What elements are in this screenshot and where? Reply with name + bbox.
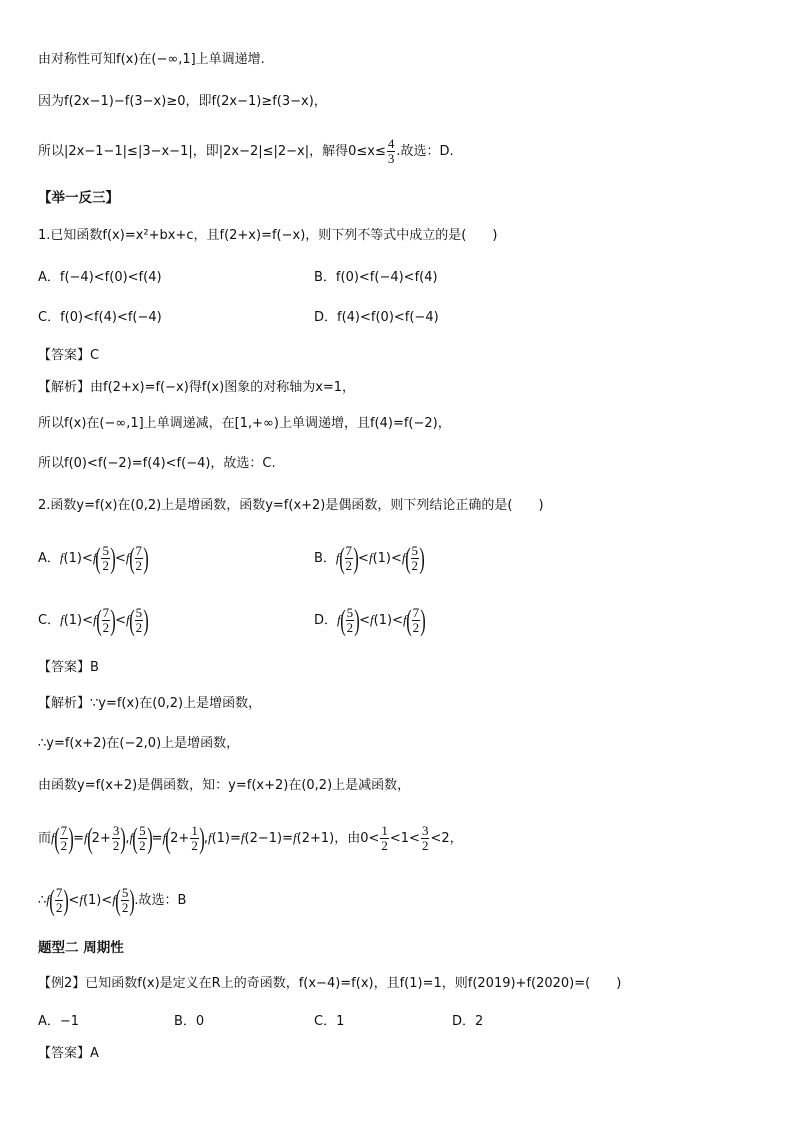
text-line-3a: 所以|2x−1−1|≤|3−x−1|，即|2x−2|≤|2−x|，解得0≤x≤ [38, 144, 386, 159]
option-b-label: B． [314, 551, 336, 566]
example-2-option-c: C．1 [314, 1014, 345, 1029]
question-1-option-c: C．f(0)<f(4)<f(−4) [38, 310, 162, 325]
example-2-option-d: D．2 [452, 1014, 484, 1029]
question-2-option-a: A．f(1)<f( $\frac{5}{2}$ )<f( $\frac{7}{2}$ ) [38, 541, 149, 575]
question-2-option-d: D．f( $\frac{5}{2}$ )<f(1)<f( $\frac{7}{2}$ ) [314, 603, 426, 637]
question-1-option-a: A．f(−4)<f(0)<f(4) [38, 270, 162, 285]
explanation-2-line-5: ∴f( $\frac{7}{2}$ )<f(1)<f( $\frac{5}{2}$ ).故选：B [38, 883, 187, 917]
explanation-2-line-5-suffix: .故选：B [134, 893, 187, 908]
text-line-3 [38, 132, 454, 172]
question-2: 2.函数y=f(x)在(0,2)上是增函数，函数y=f(x+2)是偶函数，则下列结论正确的是( ) [38, 498, 544, 513]
question-1-option-b: B．f(0)<f(−4)<f(4) [314, 270, 438, 285]
text-line-1: 由对称性可知f(x)在(−∞,1]上单调递增. [38, 52, 265, 67]
explanation-1-line-3: 所以f(0)<f(−2)=f(4)<f(−4)，故选：C. [38, 456, 276, 471]
section-heading-periodicity: 题型二 周期性 [38, 940, 124, 956]
explanation-2-line-1: 【解析】∵y=f(x)在(0,2)上是增函数， [38, 696, 262, 711]
frac-den: 3 [387, 151, 395, 166]
text-line-3b: .故选：D. [396, 144, 454, 159]
question-2-option-b: B．f( $\frac{7}{2}$ )<f(1)<f( $\frac{5}{2}$ ) [314, 541, 425, 575]
explanation-2-line-2: ∴y=f(x+2)在(−2,0)上是增函数， [38, 736, 240, 751]
question-2-option-c: C．f(1)<f( $\frac{7}{2}$ )<f( $\frac{5}{2}$ ) [38, 603, 149, 637]
explanation-2-line-4: 而f( $\frac{7}{2}$ )=f(2+ $\frac{3}{2}$ ),f( $\frac{5}{2}$ )=f(2+ $\frac{1}{2}$ ),f(1)=f(2−1)=f(2+1)，由0< $\frac{1}{2}$ <1< $\frac{3}{2}$ <2， [38, 821, 463, 855]
answer-2: 【答案】B [38, 660, 99, 675]
example-2-option-b: B．0 [174, 1014, 205, 1029]
fraction-4-3 [387, 137, 396, 166]
section-heading-practice: 【举一反三】 [38, 190, 119, 206]
answer-example-2: 【答案】A [38, 1046, 99, 1061]
example-2-question: 【例2】已知函数f(x)是定义在R上的奇函数，f(x−4)=f(x)，且f(1)=1，则f(2019)+f(2020)=( ) [38, 976, 622, 991]
option-a-label: A． [38, 551, 60, 566]
explanation-2-line-4-prefix: 而 [38, 831, 52, 846]
question-1: 1.已知函数f(x)=x²+bx+c，且f(2+x)=f(−x)，则下列不等式中成立的是( ) [38, 228, 498, 243]
explanation-1-line-1: 【解析】由f(2+x)=f(−x)得f(x)图象的对称轴为x=1， [38, 380, 356, 395]
option-c-label: C． [38, 613, 61, 628]
option-d-label: D． [314, 613, 338, 628]
frac-num: 4 [387, 136, 395, 151]
explanation-2-line-3: 由函数y=f(x+2)是偶函数，知：y=f(x+2)在(0,2)上是减函数， [38, 778, 411, 793]
text-line-2: 因为f(2x−1)−f(3−x)≥0，即f(2x−1)≥f(3−x)， [38, 94, 327, 109]
question-1-option-d: D．f(4)<f(0)<f(−4) [314, 310, 439, 325]
answer-1: 【答案】C [38, 348, 100, 363]
explanation-1-line-2: 所以f(x)在(−∞,1]上单调递减，在[1,+∞)上单调递增，且f(4)=f(−2)， [38, 416, 451, 431]
example-2-option-a: A．−1 [38, 1014, 80, 1029]
explanation-2-line-5-prefix: ∴ [38, 893, 47, 908]
